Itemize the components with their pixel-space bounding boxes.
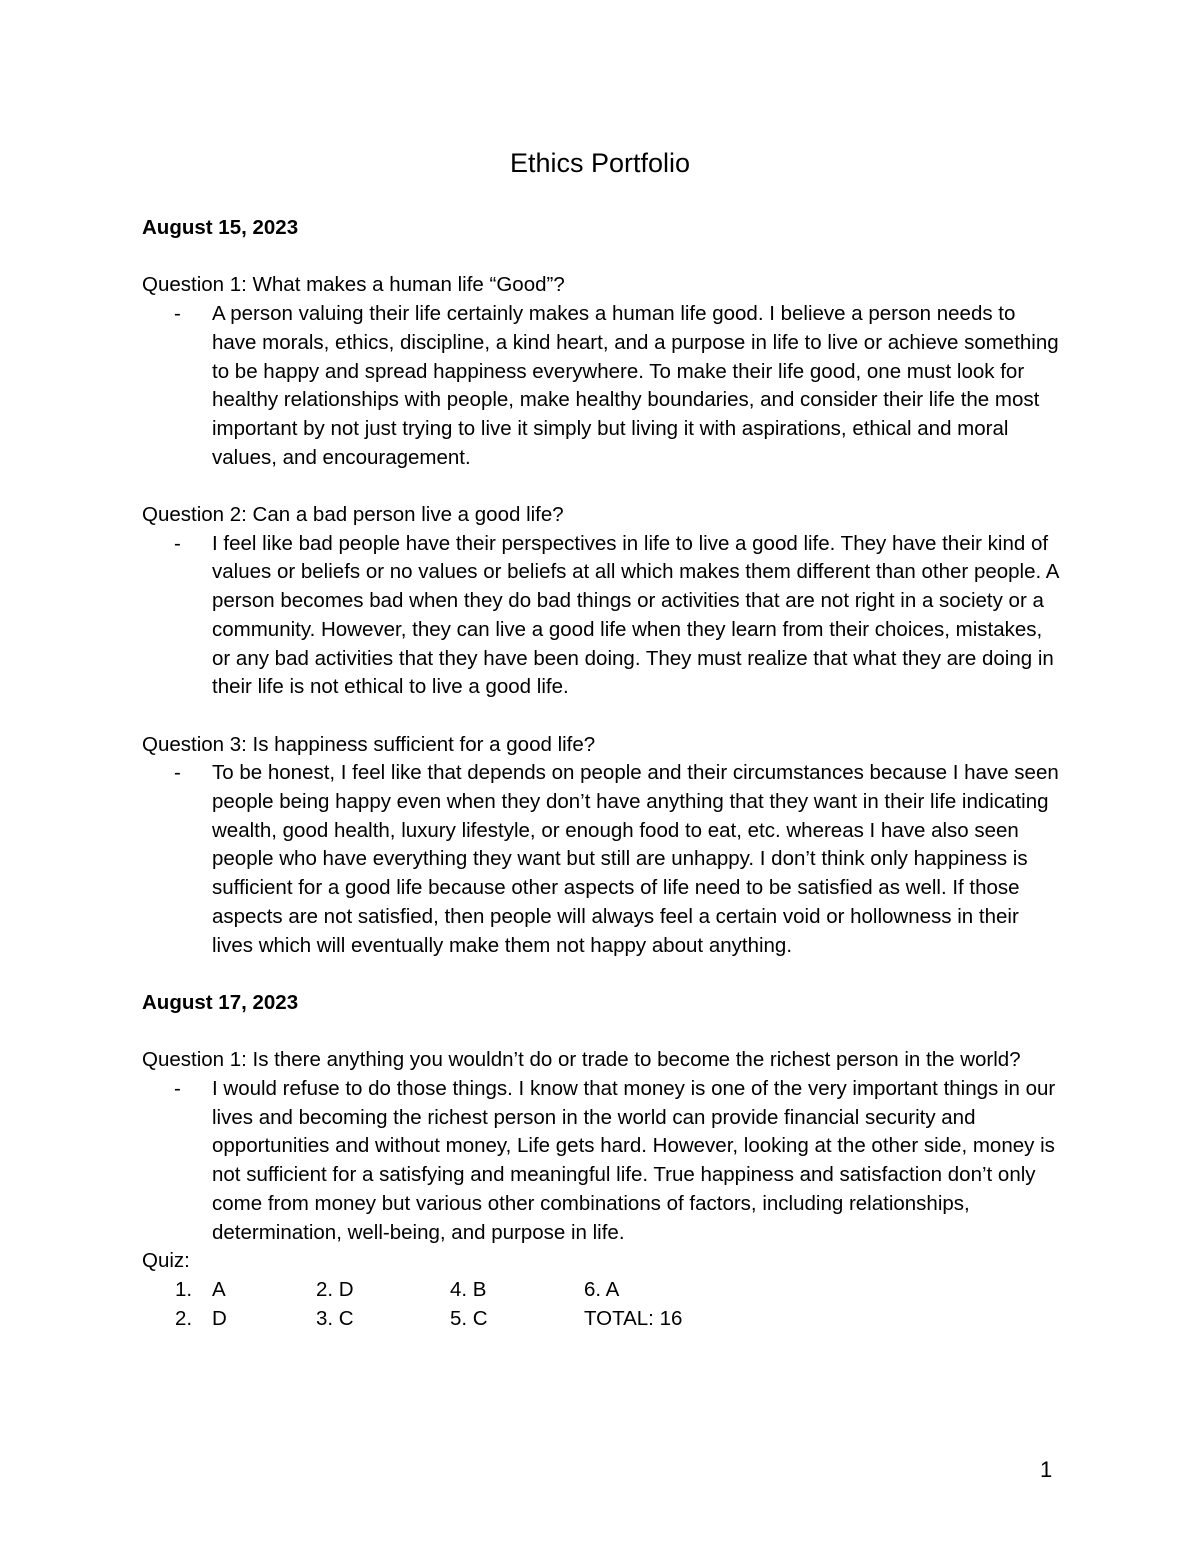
answer-item [142,300,1082,472]
section-date: August 17, 2023 [142,990,299,1014]
answer-item [142,759,1082,960]
answer-text: I would refuse to do those things. I know that money is one of the very important things in our lives and becoming the richest person in the world can provide financial security and opportunities and without money, Life gets hard. However, looking at the other side, money is not sufficient for a satisfying and meaningful life. True happiness and satisfaction don’t only come from money but various other combinations of factors, including relationships, determination, well-being, and purpose in life. [212,1077,1056,1244]
bullet-marker: - [174,1077,181,1101]
quiz-answer: 5. C [450,1306,488,1330]
question-heading: Question 1: What makes a human life “Good”? [142,273,565,297]
answer-item [142,1075,1082,1247]
question-heading: Question 1: Is there anything you wouldn’t do or trade to become the richest person in the world? [142,1048,1021,1072]
quiz-row [142,1305,1082,1334]
quiz-total: TOTAL: 16 [584,1306,683,1330]
answer-item [142,530,1082,702]
quiz-answer: A [212,1277,226,1301]
question-heading: Question 2: Can a bad person live a good life? [142,503,564,526]
page-number: 1 [1040,1457,1053,1482]
section-date: August 15, 2023 [142,216,299,239]
quiz-label: Quiz: [142,1249,190,1273]
document-title: Ethics Portfolio [509,148,691,178]
answer-text: A person valuing their life certainly makes a human life good. I believe a person needs to have morals, ethics, discipline, a kind heart, and a purpose in life to live or achieve something to be happy and spread happiness everywhere. To make their life good, one must look for healthy relationships with people, make healthy boundaries, and consider their life the most important by not just trying to live it simply but living it with aspirations, ethical and moral values, and encouragement. [212,302,1059,469]
quiz-answer: 4. B [450,1277,487,1301]
question-heading: Question 3: Is happiness sufficient for a good life? [142,732,596,756]
answer-text: I feel like bad people have their perspectives in life to live a good life. They have their kind of values or beliefs or no values or beliefs at all which makes them different than other people. A person becomes bad when they do bad things or activities that are not right in a society or a community. However, they can live a good life when they learn from their choices, mistakes, or any bad activities that they have been doing. They must realize that what they are doing in their life is not ethical to live a good life. [212,531,1059,699]
bullet-marker: - [174,761,181,785]
quiz-answer: 6. A [584,1277,620,1301]
quiz-answer: 2. D [316,1277,354,1301]
bullet-marker: - [174,302,181,326]
quiz-answer: 3. C [316,1306,354,1330]
quiz-answer: D [212,1306,227,1330]
quiz-row-number: 1. [175,1277,193,1301]
quiz-row-number: 2. [175,1306,193,1330]
document-body [142,214,1082,1333]
bullet-marker: - [174,531,181,555]
answer-text: To be honest, I feel like that depends on people and their circumstances because I have seen people being happy even when they don’t have anything that they want in their life indicating wealth, good health, luxury lifestyle, or enough food to eat, etc. whereas I have also seen people who have everything they want but still are unhappy. I don’t think only happiness is sufficient for a good life because other aspects of life need to be satisfied as well. If those aspects are not satisfied, then people will always feel a certain void or hollowness in their lives which will eventually make them not happy about anything. [212,761,1059,957]
quiz-row [142,1276,1082,1305]
